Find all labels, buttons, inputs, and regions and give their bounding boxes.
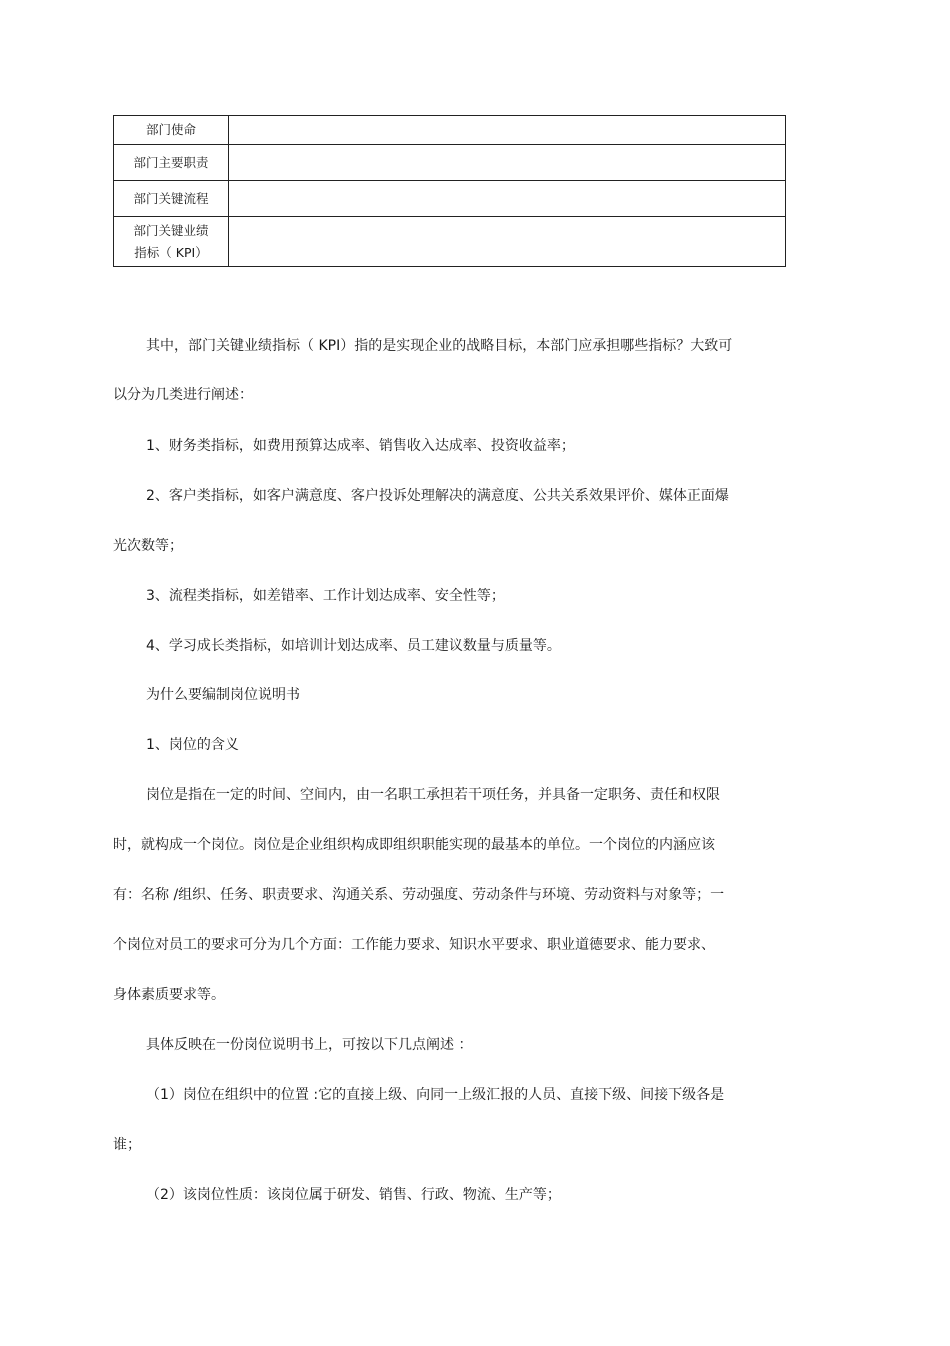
row-label-mission: 部门使命	[114, 116, 229, 145]
paragraph-position-line2: 时，就构成一个岗位。岗位是企业组织构成即组织职能实现的最基本的单位。一个岗位的内涵应该	[113, 837, 715, 853]
row-label-kpi-line1: 部门关键业绩	[133, 222, 209, 238]
row-value-mission	[229, 116, 786, 145]
table-row	[114, 116, 786, 145]
list-item-financial: 1、财务类指标，如费用预算达成率、销售收入达成率、投资收益率；	[146, 438, 575, 454]
paragraph-position-line5: 身体素质要求等。	[113, 987, 225, 1003]
paragraph-position-line4: 个岗位对员工的要求可分为几个方面：工作能力要求、知识水平要求、职业道德要求、能力要求、	[113, 937, 715, 953]
paragraph-description: 具体反映在一份岗位说明书上，可按以下几点阐述 ：	[146, 1037, 473, 1053]
section-heading: 为什么要编制岗位说明书	[146, 687, 300, 703]
table-row	[114, 145, 786, 181]
point-2: （2）该岗位性质：该岗位属于研发、销售、行政、物流、生产等；	[146, 1187, 561, 1203]
row-label-kpi-line2: 指标（ KPI）	[134, 244, 208, 260]
paragraph-position-line1: 岗位是指在一定的时间、空间内，由一名职工承担若干项任务，并具备一定职务、责任和权限	[146, 787, 720, 803]
paragraph-position-line3: 有：名称 /组织、任务、职责要求、沟通关系、劳动强度、劳动条件与环境、劳动资料与对象等；一	[113, 887, 725, 903]
row-label-key-processes: 部门关键流程	[114, 181, 229, 217]
list-item-customer-line2: 光次数等；	[113, 538, 183, 554]
row-label-responsibilities: 部门主要职责	[114, 145, 229, 181]
row-value-key-processes	[229, 181, 786, 217]
list-item-learning: 4、学习成长类指标，如培训计划达成率、员工建议数量与质量等。	[146, 638, 561, 654]
table-row	[114, 181, 786, 217]
point-1-line2: 谁；	[113, 1137, 141, 1153]
department-info-table	[113, 115, 786, 267]
list-item-customer-line1: 2、客户类指标，如客户满意度、客户投诉处理解决的满意度、公共关系效果评价、媒体正面爆	[146, 488, 729, 504]
paragraph-kpi-line1: 其中，部门关键业绩指标（ KPI）指的是实现企业的战略目标，本部门应承担哪些指标？大致可	[146, 338, 733, 354]
table-row	[114, 217, 786, 267]
point-1-line1: （1）岗位在组织中的位置 :它的直接上级、向同一上级汇报的人员、直接下级、间接下级各是	[146, 1087, 725, 1103]
row-value-kpi	[229, 217, 786, 267]
row-value-responsibilities	[229, 145, 786, 181]
paragraph-kpi-line2: 以分为几类进行阐述：	[113, 387, 253, 403]
list-item-process: 3、流程类指标，如差错率、工作计划达成率、安全性等；	[146, 588, 505, 604]
row-label-kpi	[114, 217, 229, 267]
subsection-heading: 1、岗位的含义	[146, 737, 239, 753]
